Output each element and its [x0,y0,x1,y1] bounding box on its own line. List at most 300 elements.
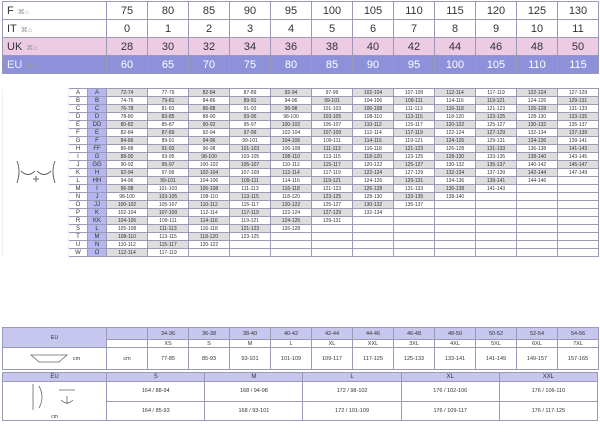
cup-measure: 100-102 [189,161,230,169]
cup-measure: 118-120 [271,193,312,201]
cup-measure [476,193,517,201]
size-value: 70 [189,56,230,74]
pants-letter-size: 3XL [394,340,435,348]
cup-measure: 117-119 [148,249,189,257]
cup-measure: 122-124 [517,89,558,97]
cup-row [3,225,599,233]
size-value: 40 [353,38,394,56]
cup-measure: 115-117 [394,121,435,129]
cup-measure: 80-82 [107,121,148,129]
cup-measure: 84-86 [107,137,148,145]
cup-measure: 138-140 [435,193,476,201]
cup-measure: 113-115 [312,153,353,161]
cup-measure: 97-99 [230,129,271,137]
size-value: 46 [476,38,517,56]
cup-measure [517,217,558,225]
cup-measure [394,241,435,249]
cup-measure: 108-110 [271,153,312,161]
cup-measure: 82-84 [107,129,148,137]
krs-cup: E [88,129,107,137]
cup-measure: 104-106 [271,137,312,145]
pants-hip-range: 85-93 [189,348,230,370]
krs-cup: DD [88,121,107,129]
cup-measure: 117-119 [476,89,517,97]
cup-measure: 135-137 [558,121,599,129]
cup-measure: 96-98 [271,105,312,113]
cup-measure [558,193,599,201]
other-cup: O [69,201,88,209]
krs-cup: A [88,89,107,97]
cup-measure: 128-130 [435,153,476,161]
cup-measure: 130-132 [353,201,394,209]
cup-measure: 125-127 [312,201,353,209]
other-cup: D [69,113,88,121]
country-row [3,56,599,74]
cup-measure [271,249,312,257]
cup-measure [476,209,517,217]
cup-measure: 131-133 [476,145,517,153]
cup-measure [435,225,476,233]
size-value: 10 [517,20,558,38]
cup-measure: 112-114 [189,209,230,217]
size-value: 125 [517,2,558,20]
cup-measure: 114-116 [271,177,312,185]
pants-hip-range: 109-117 [312,348,353,370]
cup-row [3,201,599,209]
cup-measure: 121-123 [312,185,353,193]
bust-figure-icon [3,157,68,189]
pants-eu-size: 52-54 [517,328,558,340]
size-value: 1 [148,20,189,38]
cup-measure: 123-125 [230,233,271,241]
shirt-size-header: M [205,373,303,382]
cup-measure [558,241,599,249]
cup-measure [558,177,599,185]
pants-unit: cm [72,355,81,362]
cup-row [3,241,599,249]
cup-measure [271,233,312,241]
cup-measure: 95-97 [148,161,189,169]
cup-measure: 107-109 [312,129,353,137]
size-value: 105 [476,56,517,74]
pants-eu-size: 36-38 [189,328,230,340]
cup-measure: 81-83 [148,105,189,113]
krs-cup: HH [88,177,107,185]
cup-measure: 86-88 [189,105,230,113]
cup-measure: 118-120 [353,153,394,161]
krs-cup: J [88,193,107,201]
cup-measure: 101-103 [312,105,353,113]
cup-measure: 136-138 [517,145,558,153]
shirt-height-chest: 176 / 106-110 [499,382,597,402]
cup-measure [394,249,435,257]
other-cup: P [69,209,88,217]
other-cup: S [69,225,88,233]
cup-measure: 133-135 [558,113,599,121]
pants-letter-size: XS [148,340,189,348]
cup-measure: 129-131 [394,177,435,185]
cup-measure: 89-91 [230,97,271,105]
shirt-unit: cm [51,414,58,420]
pants-hip-range: 125-133 [394,348,435,370]
cup-measure [558,249,599,257]
cup-row [3,169,599,177]
size-value: 44 [435,38,476,56]
krs-cup: O [88,249,107,257]
shirt-height-waist: 168 / 93-101 [205,401,303,421]
cup-measure: 135-137 [476,161,517,169]
pants-letter-size: M [230,340,271,348]
size-value: 34 [230,38,271,56]
cup-measure: 77-79 [148,89,189,97]
size-value: 38 [312,38,353,56]
size-value: 100 [312,2,353,20]
krs-cup: N [88,241,107,249]
cup-measure: 137-139 [476,169,517,177]
cup-measure: 113-115 [230,193,271,201]
cup-row [3,161,599,169]
cup-measure: 112-114 [271,169,312,177]
cup-measure [353,233,394,241]
cup-measure: 97-99 [312,89,353,97]
clothing-pictogram-icon: ⌘ ⌂ [26,44,37,52]
cup-measure [517,193,558,201]
other-cup: W [69,249,88,257]
cup-measure: 127-129 [476,129,517,137]
cup-measure [394,209,435,217]
cup-measure: 112-114 [107,249,148,257]
cup-measure: 135-137 [394,201,435,209]
cup-measure: 106-108 [189,185,230,193]
other-cup: N [69,193,88,201]
cup-measure [558,225,599,233]
cup-measure: 98-100 [189,153,230,161]
pants-letter-size: 6XL [517,340,558,348]
cup-measure: 103-105 [148,193,189,201]
cup-measure [476,201,517,209]
cup-measure: 110-112 [353,121,394,129]
cup-measure [353,241,394,249]
size-value: 11 [558,20,599,38]
cup-measure: 98-100 [107,193,148,201]
cup-measure: 129-131 [312,217,353,225]
cup-measure [271,241,312,249]
cup-measure: 101-103 [230,145,271,153]
cup-measure: 94-96 [271,97,312,105]
cup-measure: 122-124 [271,209,312,217]
cup-row [3,145,599,153]
cup-measure: 124-126 [435,137,476,145]
shirt-size-header: L [303,373,401,382]
shirt-height-waist: 164 / 85-93 [107,401,205,421]
other-cup: G [69,137,88,145]
country-row [3,20,599,38]
cup-measure: 93-95 [230,113,271,121]
cup-measure: 115-117 [312,161,353,169]
clothing-pictogram-icon: ⌘ ⌂ [17,8,28,16]
country-code: IT [7,22,17,35]
cup-measure: 130-132 [517,121,558,129]
cup-measure: 115-117 [230,201,271,209]
cup-measure: 123-125 [476,113,517,121]
cup-measure: 124-126 [271,217,312,225]
cup-measure [435,217,476,225]
shirt-eu-label: EU [3,373,107,382]
size-value: 48 [517,38,558,56]
krs-cup: M [88,233,107,241]
krs-cup: I [88,185,107,193]
size-value: 95 [394,56,435,74]
cup-measure: 120-122 [271,201,312,209]
cup-measure: 103-105 [312,113,353,121]
pants-hip-range: 133-141 [435,348,476,370]
cup-measure: 126-128 [353,185,394,193]
pants-hip-range: 93-101 [230,348,271,370]
cup-measure: 109-111 [230,177,271,185]
pants-eu-size: 44-46 [353,328,394,340]
cup-measure: 92-94 [107,169,148,177]
cup-measure: 129-131 [476,137,517,145]
cup-measure: 105-107 [312,121,353,129]
cup-row [3,185,599,193]
cup-measure: 123-125 [394,153,435,161]
size-value: 80 [271,56,312,74]
cup-measure: 109-111 [394,97,435,105]
cup-row [3,233,599,241]
shirt-height-waist: 176 / 117-125 [499,401,597,421]
cup-row [3,153,599,161]
country-code-cell [3,2,107,20]
cup-measure: 127-129 [558,89,599,97]
cup-measure: 132-134 [353,209,394,217]
cup-measure: 96-98 [107,185,148,193]
size-value: 42 [394,38,435,56]
cup-row [3,121,599,129]
shirt-size-header: XXL [499,373,597,382]
cup-measure: 112-114 [353,129,394,137]
cup-measure: 113-115 [148,233,189,241]
cup-measure: 78-80 [107,113,148,121]
size-value: 8 [435,20,476,38]
cup-measure [558,217,599,225]
cup-measure: 89-91 [148,137,189,145]
shirt-height-waist: 176 / 109-117 [401,401,499,421]
cup-row [3,193,599,201]
krs-cup: KK [88,217,107,225]
other-cup: A [69,89,88,97]
size-value: 75 [107,2,148,20]
pants-hip-range: 157-165 [558,348,599,370]
cup-measure: 113-115 [394,113,435,121]
country-code-cell [3,20,107,38]
cup-measure: 121-123 [394,145,435,153]
shirt-height-chest: 164 / 88-94 [107,382,205,402]
cup-measure [476,217,517,225]
size-value: 3 [230,20,271,38]
cup-row [3,209,599,217]
cup-measure [476,241,517,249]
cup-measure: 110-112 [189,201,230,209]
cup-measure: 127-129 [312,209,353,217]
cup-measure: 119-121 [476,97,517,105]
cup-measure: 134-136 [517,137,558,145]
cup-measure: 105-107 [148,201,189,209]
pants-size-table [2,327,599,370]
cup-measure: 94-96 [107,177,148,185]
cup-row [3,177,599,185]
pants-letter-size: L [271,340,312,348]
cup-measure: 138-140 [517,153,558,161]
krs-cup: D [88,113,107,121]
size-value: 105 [353,2,394,20]
pants-eu-size: 50-52 [476,328,517,340]
cup-measure: 139-141 [558,137,599,145]
cup-measure: 107-109 [230,169,271,177]
cup-measure: 90-92 [189,121,230,129]
cup-measure: 120-122 [435,121,476,129]
cup-measure: 133-135 [394,193,435,201]
cup-measure [558,233,599,241]
cup-measure: 139-141 [476,177,517,185]
cup-measure: 140-142 [517,161,558,169]
cup-row [3,113,599,121]
cup-measure [476,225,517,233]
cup-measure: 122-124 [435,129,476,137]
size-value: 9 [476,20,517,38]
cup-measure [476,249,517,257]
shirt-figure-cell [3,382,107,421]
cup-measure: 117-119 [394,129,435,137]
cup-measure: 128-130 [517,113,558,121]
size-value: 32 [189,38,230,56]
size-value: 7 [394,20,435,38]
cup-measure: 104-106 [107,217,148,225]
size-value: 0 [107,20,148,38]
cup-size-table [2,88,599,257]
pants-eu-size: 38-40 [230,328,271,340]
cup-measure: 120-122 [353,161,394,169]
cup-measure: 109-111 [312,137,353,145]
cup-measure: 111-113 [312,145,353,153]
cup-measure [230,241,271,249]
pants-letter-size: XL [312,340,353,348]
cup-measure: 120-122 [189,241,230,249]
cup-measure: 121-123 [230,225,271,233]
country-code-cell [3,38,107,56]
cup-measure: 82-84 [189,89,230,97]
krs-cup: B [88,97,107,105]
shirt-height-waist: 172 / 101-109 [303,401,401,421]
cup-measure: 114-116 [189,217,230,225]
size-value: 95 [271,2,312,20]
cup-measure: 104-106 [189,177,230,185]
size-value: 110 [517,56,558,74]
cup-measure: 133-135 [476,153,517,161]
country-row [3,2,599,20]
country-size-table [2,1,599,74]
pants-figure-cell [3,348,107,370]
cup-measure: 99-101 [148,177,189,185]
other-cup: F [69,129,88,137]
cup-measure: 119-121 [312,177,353,185]
cup-measure: 72-74 [107,89,148,97]
clothing-pictogram-icon: ⌘ ⌂ [26,62,37,70]
cup-measure: 132-134 [517,129,558,137]
cup-measure: 126-128 [435,145,476,153]
cup-measure [394,225,435,233]
pants-hip-range: 141-149 [476,348,517,370]
cup-measure: 131-133 [558,105,599,113]
cup-measure [435,209,476,217]
cup-measure: 105-108 [107,225,148,233]
size-value: 36 [271,38,312,56]
other-cup: H [69,145,88,153]
cup-measure [435,233,476,241]
country-code-cell [3,56,107,74]
cup-measure: 92-94 [189,129,230,137]
other-cup: L [69,177,88,185]
shirt-height-chest: 172 / 98-102 [303,382,401,402]
cup-measure: 85-87 [148,121,189,129]
cup-measure: 141-143 [476,185,517,193]
cup-measure [189,249,230,257]
cup-measure: 136-138 [435,185,476,193]
cup-measure: 91-93 [230,105,271,113]
cup-measure: 121-123 [476,105,517,113]
cup-measure: 116-118 [189,225,230,233]
pants-letter-size: S [189,340,230,348]
cup-measure: 115-117 [148,241,189,249]
cup-measure: 126-128 [271,225,312,233]
cup-measure: 99-101 [312,97,353,105]
cup-measure: 105-107 [230,161,271,169]
cup-measure: 111-113 [230,185,271,193]
pants-eu-size: 46-48 [394,328,435,340]
cup-measure: 147-149 [558,169,599,177]
cup-measure: 131-133 [394,185,435,193]
cup-measure: 102-104 [271,129,312,137]
cup-measure: 143-145 [558,153,599,161]
krs-cup: K [88,209,107,217]
krs-cup: FF [88,145,107,153]
krs-cup: L [88,225,107,233]
cup-measure: 104-106 [353,97,394,105]
cup-measure: 87-89 [230,89,271,97]
cup-measure [312,233,353,241]
cup-measure: 92-94 [271,89,312,97]
cup-measure: 79-81 [148,97,189,105]
shirt-size-table [2,372,598,421]
cup-row [3,105,599,113]
other-cup: I [69,153,88,161]
cup-measure: 88-90 [107,153,148,161]
cup-row [3,137,599,145]
cup-measure: 109-111 [148,217,189,225]
pants-hip-range: 117-125 [353,348,394,370]
cup-measure: 125-127 [394,161,435,169]
cup-measure: 74-76 [107,97,148,105]
size-value: 115 [435,2,476,20]
country-code: EU [7,58,23,71]
size-value: 85 [189,2,230,20]
cup-measure: 96-98 [189,145,230,153]
other-cup: E [69,121,88,129]
pants-unit-2: cm [107,348,148,370]
cup-measure: 95-97 [230,121,271,129]
krs-cup: JJ [88,201,107,209]
krs-cup: C [88,105,107,113]
cup-measure: 108-110 [107,233,148,241]
